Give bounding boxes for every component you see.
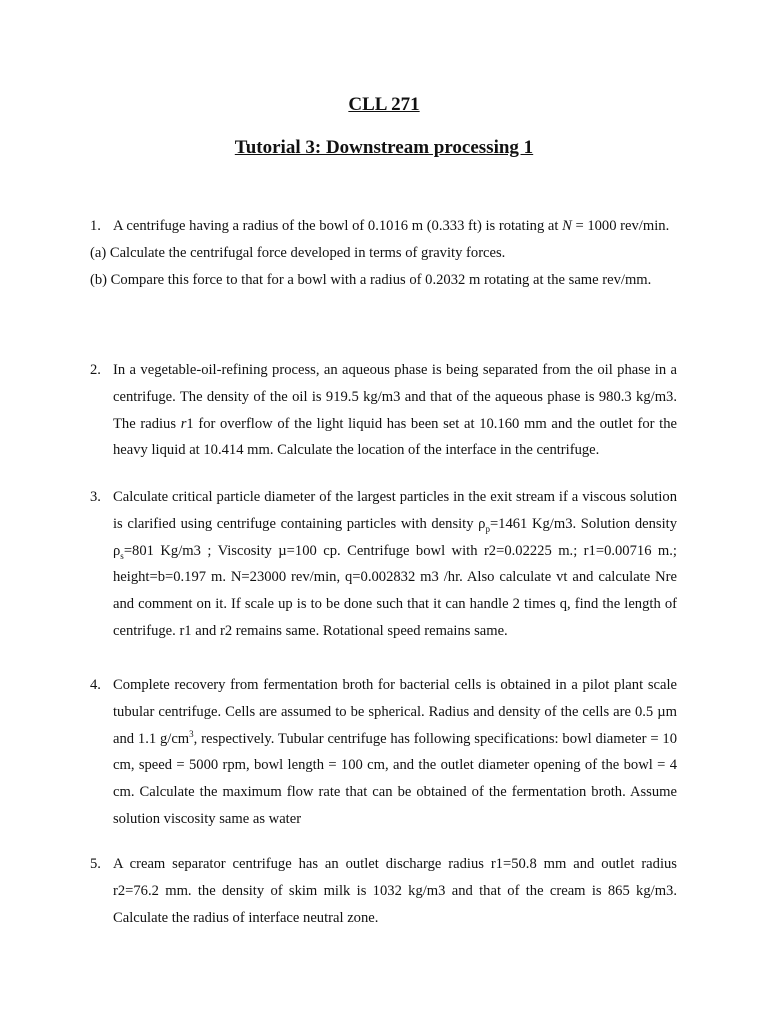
question-2 [90, 357, 677, 464]
question-5 [90, 851, 677, 931]
question-2-text-a: In a vegetable-oil-refining process, an aqueous phase is being separated from the oil phase in a centrifuge. The density of the oil is 919.5 kg/m3 and that of the aqueous phase is 980.3 kg/m3. The radius [113, 362, 677, 432]
question-4 [90, 672, 677, 833]
question-2-text [113, 357, 677, 464]
question-4-main [90, 672, 677, 833]
question-3 [90, 484, 677, 645]
question-2-main [90, 357, 677, 464]
question-5-main [90, 851, 677, 931]
question-1-text [113, 213, 677, 240]
question-2-text-b: 1 for overflow of the light liquid has been set at 10.160 mm and the outlet for the heavy liquid at 10.414 mm. Calculate the location of the interface in the centrifuge. [113, 415, 677, 459]
question-2-var-r: r [180, 415, 187, 432]
question-1-part-a: (a) Calculate the centrifugal force developed in terms of gravity forces. [90, 244, 506, 261]
question-3-text-c: =801 Kg/m3 ; Viscosity µ=100 cp. Centrifuge bowl with r2=0.02225 m.; r1=0.00716 m.; height=b=0.197 m. N=23000 rev/min, q=0.002832 m3 /hr. Also calculate vt and calculate Nre and comment on it. If scale up is to be done such that it can handle 2 times q, find the length of centrifuge. r1 and r2 remains same. Rotational speed remains same. [113, 542, 677, 639]
question-3-number: 3. [90, 489, 101, 505]
question-2-number: 2. [90, 362, 101, 378]
question-5-text: A cream separator centrifuge has an outlet discharge radius r1=50.8 mm and outlet radius r2=76.2 mm. the density of skim milk is 1032 kg/m3 and that of the cream is 865 kg/m3. Calculate the radius of interface neutral zone. [113, 856, 677, 926]
question-4-sup-3: 3 [189, 728, 194, 739]
question-3-sub-s: s [120, 550, 124, 561]
question-3-text [113, 484, 677, 645]
question-5-number: 5. [90, 856, 101, 872]
question-1-text-b: = 1000 rev/min. [571, 218, 670, 234]
question-1-number: 1. [90, 218, 101, 234]
question-1 [90, 213, 677, 293]
question-4-text-a: Complete recovery from fermentation broth for bacterial cells is obtained in a pilot plant scale tubular centrifuge. Cells are assumed to be spherical. Radius and density of the cells are 0.5 µm and 1.1 g/cm [113, 677, 677, 747]
question-3-text-b: =1461 Kg/m3. Solution density ρ [113, 515, 677, 559]
question-3-main [90, 484, 677, 645]
question-4-number: 4. [90, 677, 101, 693]
question-1-var-n: N [562, 218, 572, 234]
question-3-sub-p: p [485, 523, 490, 534]
course-code: CLL 271 [348, 94, 420, 115]
question-4-text-b: , respectively. Tubular centrifuge has following specifications: bowl diameter = 10 cm, speed = 5000 rpm, bowl length = 100 cm, and the outlet diameter opening of the bowl = 4 cm. Calculate the maximum flow rate that can be obtained of the fermentation broth. Assume solution viscosity same as water [113, 730, 677, 827]
question-4-text [113, 672, 677, 833]
question-1-text-a: A centrifuge having a radius of the bowl of 0.1016 m (0.333 ft) is rotating at [113, 218, 563, 234]
question-1-main [90, 213, 677, 240]
tutorial-title: Tutorial 3: Downstream processing 1 [234, 137, 534, 158]
question-1-part-b: (b) Compare this force to that for a bowl with a radius of 0.2032 m rotating at the same rev/mm. [90, 271, 652, 288]
question-3-text-a: Calculate critical particle diameter of the largest particles in the exit stream if a viscous solution is clarified using centrifuge containing particles with density ρ [113, 489, 677, 532]
